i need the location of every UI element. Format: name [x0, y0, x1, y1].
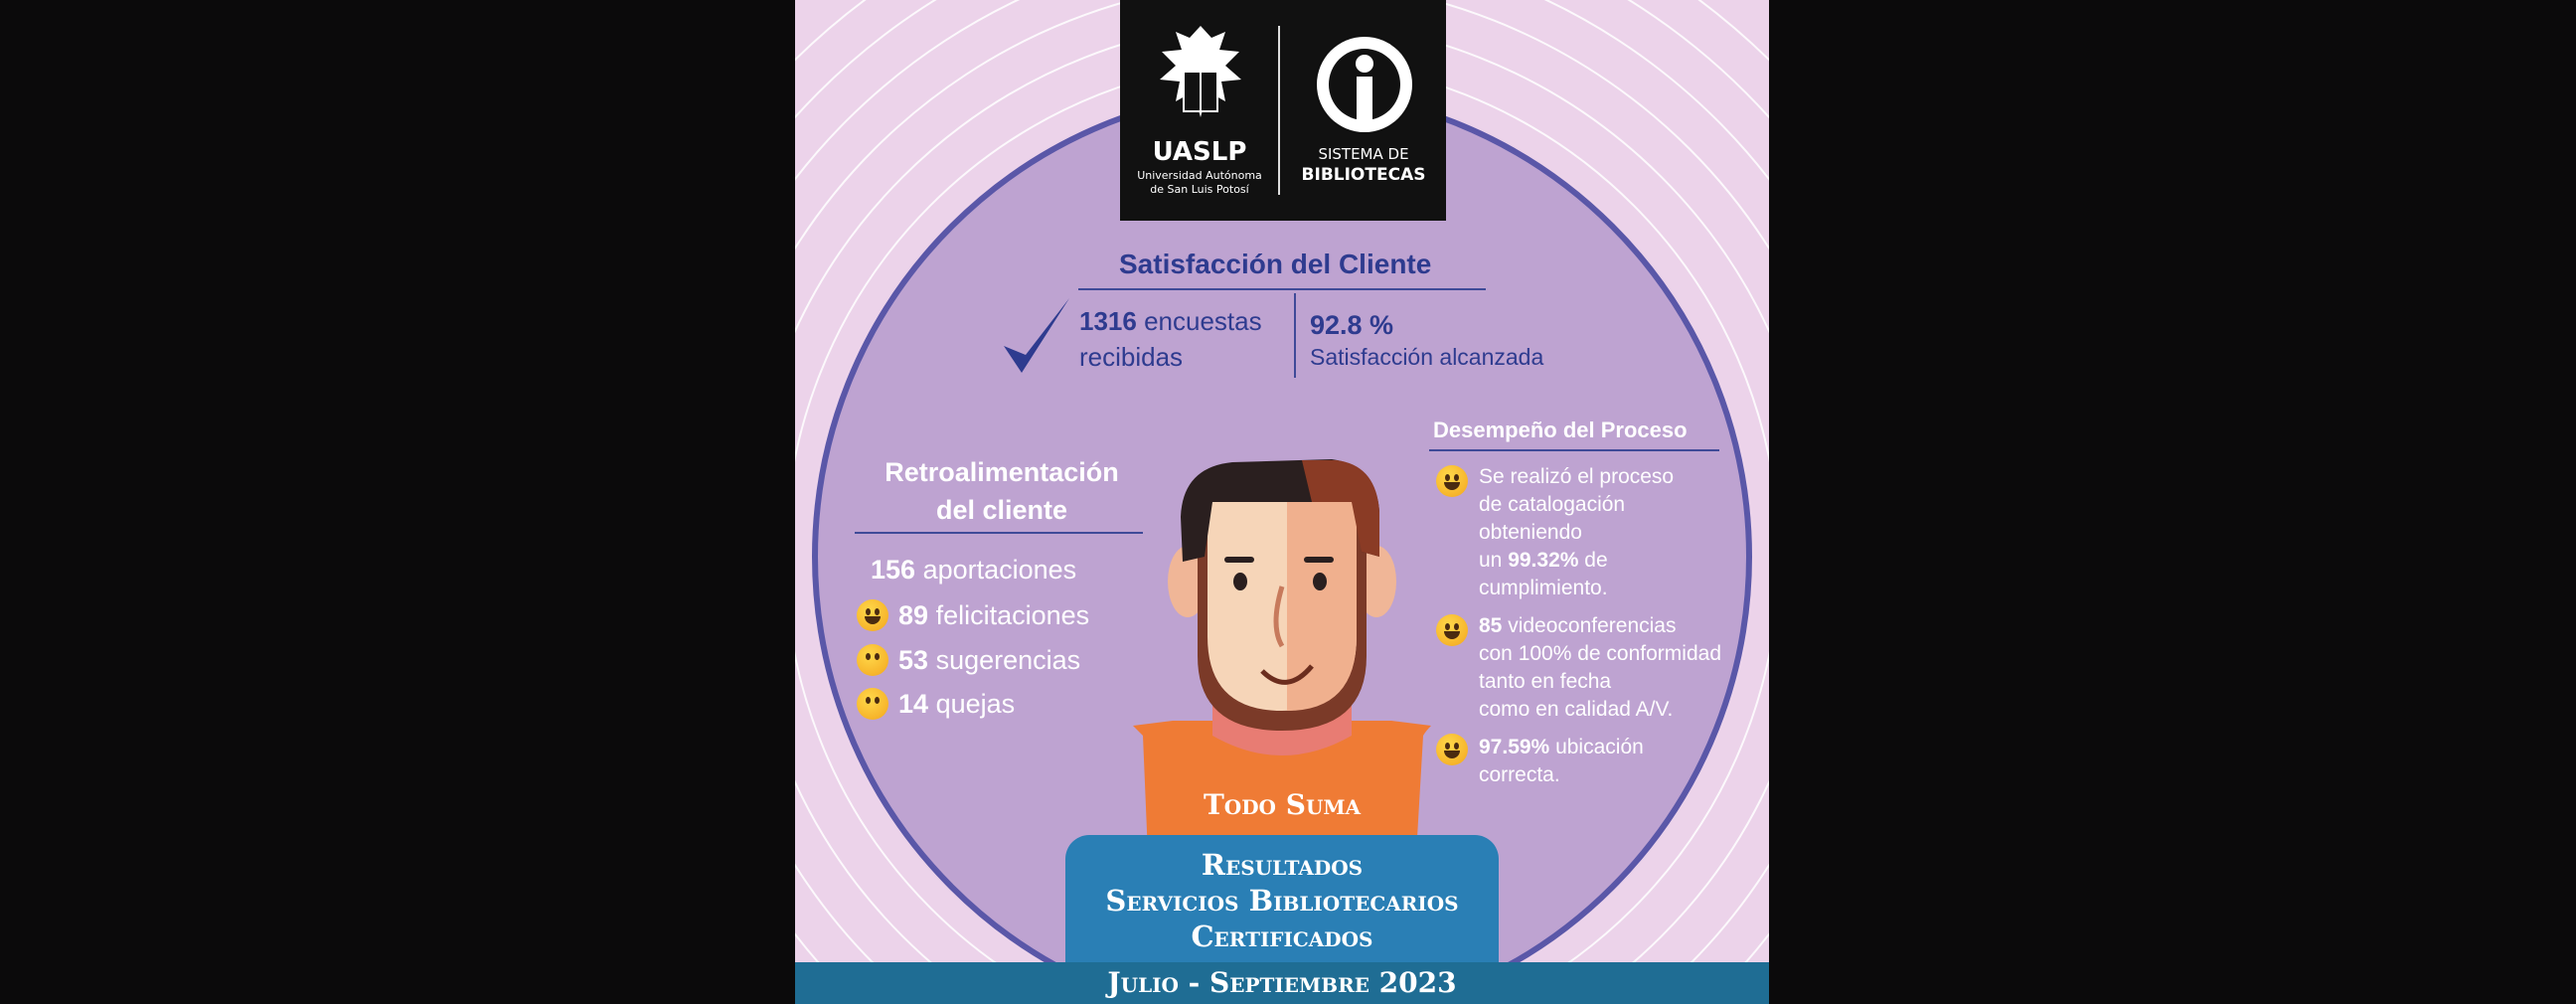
aportaciones-number: 156 — [871, 555, 916, 585]
desempeno-item-3 — [1479, 734, 1644, 789]
sugerencias-item — [898, 645, 1080, 676]
resultados-line1: Resultados — [1201, 848, 1364, 882]
item3-number: 97.59% — [1479, 736, 1550, 758]
item1-line4 — [1479, 547, 1674, 575]
resultados-line2: Servicios Bibliotecarios — [1105, 884, 1459, 918]
sugerencias-text: sugerencias — [935, 645, 1081, 675]
item2-line2: con 100% de conformidad — [1479, 642, 1721, 665]
retro-title1: Retroalimentación — [885, 457, 1119, 487]
satisfaccion-percent: 92.8 % — [1310, 310, 1394, 340]
desempeno-underline — [1429, 449, 1719, 451]
happy-emoji-icon — [857, 599, 888, 631]
encuestas-line1 — [1079, 306, 1262, 337]
item3-text: ubicación — [1555, 736, 1644, 758]
happy-emoji-icon — [1436, 734, 1468, 765]
encuestas-line2: recibidas — [1079, 342, 1184, 372]
felicitaciones-text: felicitaciones — [935, 600, 1090, 630]
bibliotecas-logo-icon — [1312, 32, 1417, 137]
bib-line1: SISTEMA DE — [1318, 145, 1409, 163]
item1-line1: Se realizó el proceso — [1479, 465, 1675, 488]
aportaciones-item — [871, 555, 1076, 586]
item1-line2: de catalogación — [1479, 493, 1626, 516]
uaslp-sub1: Universidad Autónoma — [1137, 169, 1262, 182]
sugerencias-number: 53 — [898, 645, 929, 675]
item1-line4-a: un — [1479, 549, 1503, 572]
item2-line3: tanto en fecha — [1479, 670, 1612, 693]
satisfaccion-title: Satisfacción del Cliente — [1119, 249, 1432, 279]
encuestas-number: 1316 — [1079, 306, 1137, 336]
uaslp-sub2: de San Luis Potosí — [1150, 183, 1249, 196]
retro-title2: del cliente — [935, 495, 1068, 525]
thinking-emoji-icon — [857, 644, 888, 676]
satisfaccion-percent-label: Satisfacción alcanzada — [1310, 344, 1544, 370]
uaslp-label: UASLP — [1152, 137, 1247, 167]
header-divider — [1278, 26, 1280, 195]
item2-line1 — [1479, 612, 1721, 640]
shirt-text: Todo Suma — [1203, 788, 1362, 821]
poster — [795, 0, 1769, 1004]
quejas-number: 14 — [898, 689, 929, 719]
aportaciones-text: aportaciones — [922, 555, 1077, 585]
uaslp-crest-icon — [1156, 22, 1245, 131]
desempeno-item-1 — [1479, 463, 1674, 602]
header-logos — [1120, 0, 1446, 221]
item1-line3: obteniendo — [1479, 521, 1582, 544]
item3-line2: correcta. — [1479, 763, 1560, 786]
resultados-line3: Certificados — [1191, 920, 1373, 953]
happy-emoji-icon — [1436, 465, 1468, 497]
encuestas-text: encuestas — [1144, 306, 1262, 336]
wink-emoji-icon — [1436, 614, 1468, 646]
retro-underline — [855, 532, 1143, 534]
quejas-item — [898, 689, 1015, 720]
item1-line4-c: de — [1584, 549, 1608, 572]
quejas-text: quejas — [935, 689, 1016, 719]
item3-line1 — [1479, 734, 1644, 761]
felicitaciones-number: 89 — [898, 600, 929, 630]
footer-period: Julio - Septiembre 2023 — [1107, 966, 1457, 999]
satisfaccion-underline — [1078, 288, 1486, 290]
felicitaciones-item — [898, 600, 1089, 631]
bib-line2: BIBLIOTECAS — [1301, 165, 1426, 185]
item2-number: 85 — [1479, 614, 1503, 637]
desempeno-item-2 — [1479, 612, 1721, 724]
item2-line4: como en calidad A/V. — [1479, 698, 1674, 721]
item1-line5: cumplimiento. — [1479, 577, 1608, 599]
item1-percent: 99.32% — [1508, 549, 1579, 572]
item2-text: videoconferencias — [1508, 614, 1677, 637]
confused-emoji-icon — [857, 688, 888, 720]
desempeno-title: Desempeño del Proceso — [1433, 418, 1688, 442]
